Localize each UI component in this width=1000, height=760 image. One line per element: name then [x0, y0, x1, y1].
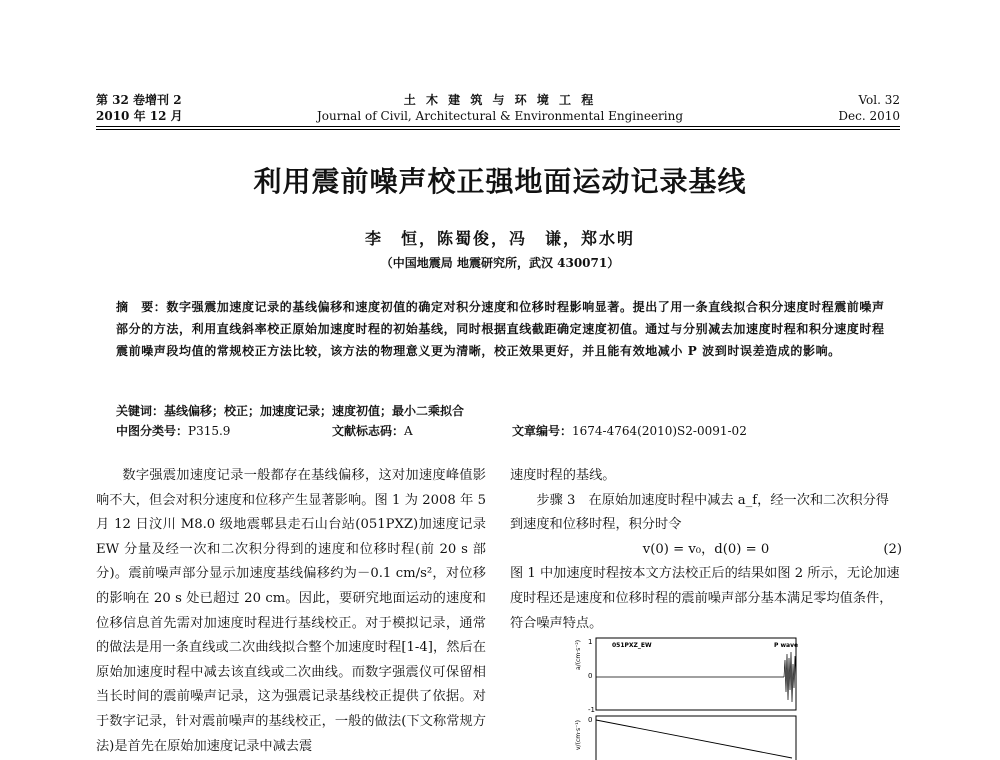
velocity-drift-trace [596, 720, 792, 758]
station-label: 051PXZ_EW [612, 642, 652, 649]
author-list: 李 恒，陈蜀俊，冯 谦，郑水明 [364, 229, 635, 248]
keywords-text: 基线偏移；校正；加速度记录；速度初值；最小二乘拟合 [164, 404, 465, 418]
axis-label-vel: v/(cm·s⁻¹) [575, 719, 582, 750]
journal-issue-info [96, 92, 183, 124]
equation-number: (2) [883, 541, 902, 557]
abstract-text: 数字强震加速度记录的基线偏移和速度初值的确定对积分速度和位移时程影响显著。提出了用一条直线拟合积分速度时程震前噪声部分的方法，利用直线斜率校正原始加速度时程的初始基线，同时根据直线截距确定速度初值。通过与分别减去加速度时程和积分速度时程震前噪声段均值的常规校正方法比较，该方法的物理意义更为清晰，校正效果更好，并且能有效地减小 P 波到时误差造成的影响。 [116, 300, 885, 358]
body-paragraph: 速度时程的基线。 [510, 468, 616, 483]
header-rule-thick [96, 126, 900, 127]
affiliation: （中国地震局 地震研究所，武汉 430071） [380, 256, 620, 270]
volume-issue-zh: 第 32 卷增刊 2 [96, 93, 182, 107]
body-left-column [96, 464, 486, 759]
journal-name-en: Journal of Civil, Architectural & Environmental Engineering [316, 109, 684, 123]
tick-label: 1 [588, 638, 593, 646]
article-number [512, 422, 747, 439]
document-code-value: A [404, 424, 413, 438]
header-rule-thin [96, 129, 900, 130]
classification-number [116, 422, 230, 439]
body-paragraph: 图 1 中加速度时程按本文方法校正后的结果如图 2 所示，无论加速度时程还是速度和位移时程的震前噪声部分基本满足零均值条件，符合噪声特点。 [510, 566, 900, 631]
acc-pwave-trace [784, 652, 796, 702]
journal-volume-en [838, 92, 900, 124]
date-en: Dec. 2010 [838, 109, 900, 123]
journal-name [290, 92, 710, 124]
pwave-label: P wave [774, 642, 799, 649]
article-number-value: 1674-4764(2010)S2-0091-02 [572, 424, 747, 438]
date-zh: 2010 年 12 月 [96, 109, 183, 123]
figure-1-plot [575, 630, 816, 760]
axis-label-acc: a/(cm·s⁻²) [575, 639, 582, 670]
keywords [116, 402, 464, 419]
paper-title: 利用震前噪声校正强地面运动记录基线 [253, 165, 747, 198]
tick-label: -1 [588, 706, 595, 714]
body-paragraph: 数字强震加速度记录一般都存在基线偏移，这对加速度峰值影响不大，但会对积分速度和位移产生显著影响。图 1 为 2008 年 5 月 12 日汶川 M8.0 级地震郫县走石山台站(051PXZ)加速度记录 EW 分量及经一次和二次积分得到的速度和位移时程(前 20 s 部分)。震前噪声部分显示加速度基线偏移约为－0.1 cm/s²，对位移的影响在 20 s 处已超过 20 cm。因此，要研究地面运动的速度和位移信息首先需对加速度时程进行基线校正。对于模拟记录，通常的做法是用一条直线或二次曲线拟合整个加速度时程[1-4]，然后在原始加速度时程中减去该直线或二次曲线。而数字强震仪可保留相当长时间的震前噪声记录，这为强震记录基线校正提供了依据。对于数字记录，针对震前噪声的基线校正，一般的做法(下文称常规方法)是首先在原始加速度记录中减去震 [96, 468, 486, 754]
body-right-column [510, 464, 902, 636]
abstract-label: 摘 要： [116, 300, 167, 314]
volume-en: Vol. 32 [858, 93, 900, 107]
equation-text: v(0) = v₀，d(0) = 0 [642, 541, 770, 557]
tick-label: 0 [588, 716, 593, 724]
document-code [332, 422, 413, 439]
article-number-label: 文章编号： [512, 424, 573, 438]
journal-name-zh: 土 木 建 筑 与 环 境 工 程 [403, 93, 597, 107]
equation-2 [510, 538, 902, 563]
classification-label: 中图分类号： [116, 424, 189, 438]
document-code-label: 文献标志码： [332, 424, 405, 438]
tick-label: 0 [588, 672, 593, 680]
classification-value: P315.9 [188, 424, 231, 438]
step3-paragraph: 步骤 3 在原始加速度时程中减去 a_f，经一次和二次积分得到速度和位移时程，积分时令 [510, 492, 889, 533]
abstract [116, 296, 886, 362]
keywords-label: 关键词： [116, 404, 165, 418]
